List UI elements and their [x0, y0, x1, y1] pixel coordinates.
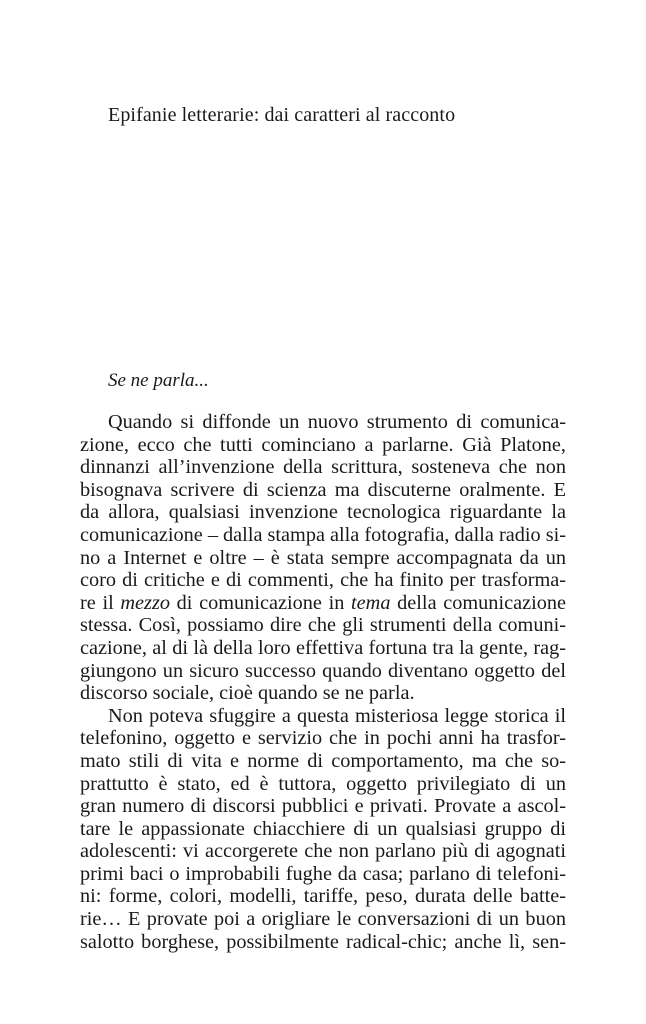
text-line: da allora, qualsiasi invenzione tecnologica riguardante la — [80, 501, 566, 524]
text-line: mato stili di vita e norme di comportamento, ma che so- — [80, 749, 566, 772]
text-line: comunicazione – dalla stampa alla fotografia, dalla radio si- — [80, 523, 566, 546]
section-title: Se ne parla... — [108, 370, 209, 391]
text-line: zione, ecco che tutti cominciano a parlarne. Già Platone, — [80, 433, 566, 456]
text-line: gran numero di discorsi pubblici e privati. Provate a ascol- — [80, 795, 566, 818]
italic-term-mezzo: mezzo — [120, 591, 170, 614]
text-line: giungono un sicuro successo quando diventano oggetto del — [80, 659, 566, 682]
text-line: adolescenti: vi accorgerete che non parlano più di agognati — [80, 840, 566, 863]
text-line: telefonino, oggetto e servizio che in pochi anni ha trasfor- — [80, 727, 566, 750]
text-line: stessa. Così, possiamo dire che gli strumenti della comuni- — [80, 614, 566, 637]
text-line: re il mezzo di comunicazione in tema della comunicazione — [80, 591, 567, 614]
text-line: coro di critiche e di commenti, che ha finito per trasforma- — [80, 569, 566, 592]
text-line: discorso sociale, cioè quando se ne parla. — [80, 682, 415, 705]
text-line: bisognava scrivere di scienza ma discuterne oralmente. E — [80, 478, 566, 501]
text-line: cazione, al di là della loro effettiva fortuna tra la gente, rag- — [80, 636, 566, 659]
paragraph-2 — [80, 705, 566, 954]
text-line: no a Internet e oltre – è stata sempre accompagnata da un — [80, 546, 566, 569]
text-line: prattutto è stato, ed è tuttora, oggetto privilegiato di un — [80, 772, 566, 795]
text-line: Non poteva sfuggire a questa misteriosa legge storica il — [108, 704, 566, 727]
text-line: dinnanzi all’invenzione della scrittura, sosteneva che non — [80, 456, 566, 479]
text-line: primi baci o improbabili fughe da casa; parlano di telefoni- — [80, 862, 566, 885]
text-line: Quando si diffonde un nuovo strumento di comunica- — [108, 411, 566, 433]
text-line: tare le appassionate chiacchiere di un qualsiasi gruppo di — [80, 817, 566, 840]
text-line: salotto borghese, possibilmente radical-chic; anche lì, sen- — [80, 930, 566, 953]
text-line: ni: forme, colori, modelli, tariffe, peso, durata delle batte- — [80, 885, 566, 908]
body-text — [80, 411, 566, 953]
italic-term-tema: tema — [351, 591, 391, 614]
text-line: rie… E provate poi a origliare le conversazioni di un buon — [80, 908, 566, 931]
running-head: Epifanie letterarie: dai caratteri al racconto — [108, 104, 456, 126]
paragraph-1 — [80, 411, 566, 705]
